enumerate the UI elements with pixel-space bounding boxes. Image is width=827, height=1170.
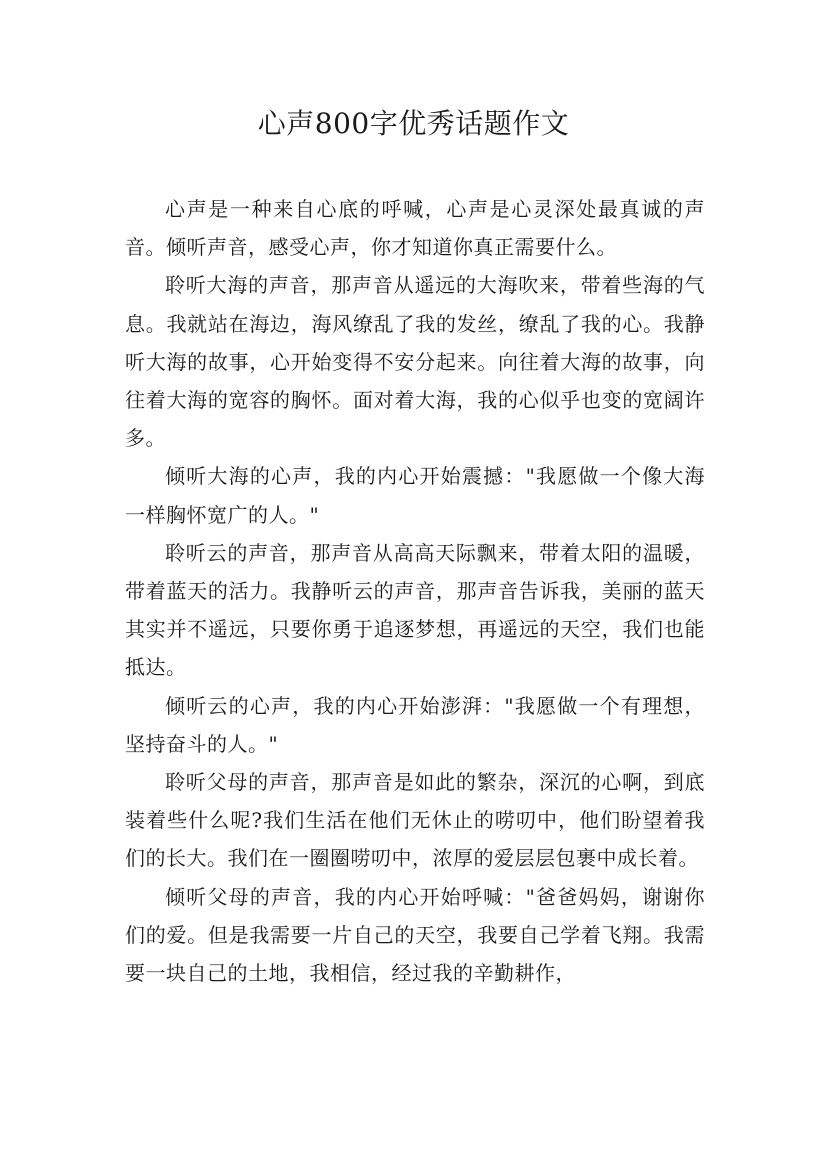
paragraph-3: 倾听大海的心声，我的内心开始震撼："我愿做一个像大海一样胸怀宽广的人。" — [125, 464, 705, 527]
paragraph-4: 聆听云的声音，那声音从高高天际飘来，带着太阳的温暖，带着蓝天的活力。我静听云的声音，那声音告诉我，美丽的蓝天其实并不遥远，只要你勇于追逐梦想，再遥远的天空，我们也能抵达。 — [125, 540, 705, 680]
document-title: 心声800字优秀话题作文 — [257, 107, 570, 140]
paragraph-7: 倾听父母的声音，我的内心开始呼喊："爸爸妈妈，谢谢你们的爱。但是我需要一片自己的天空，我要自己学着飞翔。我需要一块自己的土地，我相信，经过我的辛勤耕作， — [125, 884, 705, 986]
paragraph-1: 心声是一种来自心底的呼喊，心声是心灵深处最真诚的声音。倾听声音，感受心声，你才知道你真正需要什么。 — [125, 197, 705, 260]
paragraph-5: 倾听云的心声，我的内心开始澎湃："我愿做一个有理想，坚持奋斗的人。" — [125, 693, 705, 756]
document-body — [125, 190, 705, 992]
paragraph-6: 聆听父母的声音，那声音是如此的繁杂，深沉的心啊，到底装着些什么呢?我们生活在他们无休止的唠叨中，他们盼望着我们的长大。我们在一圈圈唠叨中，浓厚的爱层层包裹中成长着。 — [125, 770, 705, 871]
paragraph-2: 聆听大海的声音，那声音从遥远的大海吹来，带着些海的气息。我就站在海边，海风缭乱了我的发丝，缭乱了我的心。我静听大海的故事，心开始变得不安分起来。向往着大海的故事，向往着大海的宽容的胸怀。面对着大海，我的心似乎也变的宽阔许多。 — [125, 273, 705, 451]
